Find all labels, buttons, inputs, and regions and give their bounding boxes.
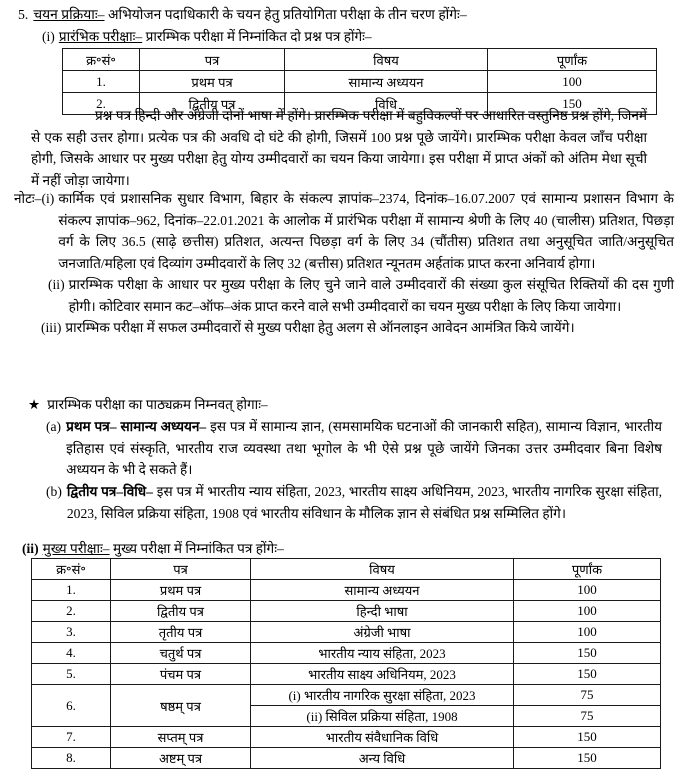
section-title-rest: अभियोजन पदाधिकारी के चयन हेतु प्रतियोगिता परीक्षा के तीन चरण होंगेः–	[107, 7, 467, 22]
column-header-paper: पत्र	[111, 559, 251, 580]
table-header-row	[63, 49, 657, 71]
cell-marks: 150	[514, 727, 661, 748]
syllabus-title-a: प्रथम पत्र– सामान्य अध्ययन–	[66, 419, 207, 434]
cell-serial: 6.	[32, 685, 111, 727]
cell-serial: 4.	[32, 643, 111, 664]
cell-subject: (i) भारतीय नागरिक सुरक्षा संहिता, 2023	[251, 685, 514, 706]
table-row	[32, 664, 661, 685]
section-5-heading	[18, 4, 678, 25]
table-row	[32, 580, 661, 601]
cell-marks: 100	[514, 622, 661, 643]
cell-marks: 75	[514, 685, 661, 706]
syllabus-heading-row	[28, 394, 668, 415]
cell-paper: द्वितीय पत्र	[111, 601, 251, 622]
table-row	[32, 727, 661, 748]
cell-paper: अष्टम् पत्र	[111, 748, 251, 769]
table-row	[32, 622, 661, 643]
cell-marks: 150	[514, 643, 661, 664]
note-text-iii: प्रारम्भिक परीक्षा में सफल उम्मीदवारों से मुख्य परीक्षा हेतु अलग से ऑनलाइन आवेदन आमंत्रित किये जायेंगे।	[65, 320, 575, 335]
cell-marks: 75	[514, 706, 661, 727]
column-header-marks: पूर्णांक	[514, 559, 661, 580]
syllabus-title-b: द्वितीय पत्र–विधि–	[66, 484, 153, 499]
cell-subject: विधि	[285, 93, 488, 115]
star-icon: ★	[28, 397, 41, 412]
note-item-iii	[14, 317, 674, 339]
cell-marks: 100	[514, 580, 661, 601]
cell-subject: अन्य विधि	[251, 748, 514, 769]
cell-serial: 1.	[32, 580, 111, 601]
section-title: चयन प्रक्रियाः–	[33, 7, 105, 22]
table-header-row	[32, 559, 661, 580]
cell-subject: सामान्य अध्ययन	[251, 580, 514, 601]
cell-serial: 3.	[32, 622, 111, 643]
column-header-serial: क्र॰सं॰	[63, 49, 140, 71]
prelim-description-paragraph: प्रश्न पत्र हिन्दी और अंग्रेजी दोनों भाषा में होंगे। प्रारम्भिक परीक्षा में बहुविकल्पों पर आधारित वस्तुनिष्ठ प्रश्न होंगे, जिनमें से एक सही उत्तर होगा। प्रत्येक पत्र की अवधि दो घंटे की होगी, जिसमें 100 प्रश्न पूछे जायेंगे। प्रारम्भिक परीक्षा केवल जाँच परीक्षा होगी, जिसके आधार पर मुख्य परीक्षा हेतु योग्य उम्मीदवारों का चयन किया जायेगा। इस परीक्षा में प्राप्त अंकों को अंतिम मेधा सूची में नहीं जोड़ा जायेगा।	[31, 108, 647, 188]
cell-subject: भारतीय संवैधानिक विधि	[251, 727, 514, 748]
mains-heading-title: मुख्य परीक्षाः–	[42, 541, 110, 556]
cell-marks: 100	[488, 71, 657, 93]
table-row	[32, 643, 661, 664]
cell-paper: पंचम पत्र	[111, 664, 251, 685]
note-item-i	[14, 188, 674, 274]
cell-subject: भारतीय न्याय संहिता, 2023	[251, 643, 514, 664]
syllabus-text-b: इस पत्र में भारतीय न्याय संहिता, 2023, भारतीय साक्ष्य अधिनियम, 2023, भारतीय नागरिक सुरक्षा संहिता, 2023, सिविल प्रक्रिया संहिता, 1908 एवं भारतीय संविधान के मौलिक ज्ञान से संबंधित प्रश्न सम्मिलित होंगे।	[66, 484, 662, 521]
syllabus-item-a	[46, 416, 662, 481]
cell-serial: 7.	[32, 727, 111, 748]
prelim-heading-title: प्रारंभिक परीक्षाः–	[58, 29, 143, 44]
cell-serial: 2.	[32, 601, 111, 622]
mains-heading-rest: मुख्य परीक्षा में निम्नांकित पत्र होंगेः–	[113, 541, 284, 556]
note-marker-iii: (iii)	[41, 320, 62, 335]
syllabus-marker-a: (a)	[46, 419, 62, 434]
table-row	[32, 748, 661, 769]
cell-paper: सप्तम् पत्र	[111, 727, 251, 748]
cell-marks: 150	[514, 664, 661, 685]
note-text-i: कार्मिक एवं प्रशासनिक सुधार विभाग, बिहार के संकल्प ज्ञापांक–2374, दिनांक–16.07.2007 एवं सामान्य प्रशासन विभाग के संकल्प ज्ञापांक–962, दिनांक–22.01.2021 के आलोक में प्रारंभिक परीक्षा में सामान्य श्रेणी के लिए 40 (चालीस) प्रतिशत, पिछड़ा वर्ग के लिए 36.5 (साढ़े छत्तीस) प्रतिशत, अत्यन्त पिछड़ा वर्ग के लिए 34 (चौंतीस) प्रतिशत तथा अनुसूचित जाति/अनुसूचित जनजाति/महिला एवं दिव्यांग उम्मीदवारों के लिए 32 (बत्तीस) प्रतिशत न्यूनतम अर्हतांक प्राप्त करना अनिवार्य होगा।	[58, 191, 674, 271]
mains-heading	[22, 538, 662, 559]
cell-serial: 8.	[32, 748, 111, 769]
cell-marks: 100	[514, 601, 661, 622]
cell-paper: षष्ठम् पत्र	[111, 685, 251, 727]
cell-serial: 2.	[63, 93, 140, 115]
syllabus-text-a: इस पत्र में सामान्य ज्ञान, (समसामयिक घटनाओं की जानकारी सहित), सामान्य विज्ञान, भारतीय इतिहास एवं संस्कृति, भारतीय राज व्यवस्था तथा भूगोल के भी ऐसे प्रश्न पूछे जायेंगे जिनका उत्तर उम्मीदवार बिना विशेष अध्ययन के भी दे सकते हैं।	[66, 419, 662, 477]
cell-subject: हिन्दी भाषा	[251, 601, 514, 622]
syllabus-heading: प्रारम्भिक परीक्षा का पाठ्यक्रम निम्नवत् होगाः–	[47, 397, 268, 412]
mains-exam-table	[31, 558, 661, 769]
note-text-ii: प्रारम्भिक परीक्षा के आधार पर मुख्य परीक्षा के लिए चुने जाने वाले उम्मीदवारों की संख्या कुल संसूचित रिक्तियों की दस गुणी होगी। कोटिवार समान कट–ऑफ–अंक प्राप्त करने वाले सभी उम्मीदवारों का चयन मुख्य परीक्षा के लिए किया जायेगा।	[68, 277, 674, 314]
cell-paper: प्रथम पत्र	[140, 71, 285, 93]
table-row	[32, 685, 661, 706]
cell-paper: द्वितीय पत्र	[140, 93, 285, 115]
cell-paper: प्रथम पत्र	[111, 580, 251, 601]
cell-serial: 1.	[63, 71, 140, 93]
column-header-marks: पूर्णांक	[488, 49, 657, 71]
cell-paper: चतुर्थ पत्र	[111, 643, 251, 664]
cell-paper: तृतीय पत्र	[111, 622, 251, 643]
cell-subject: सामान्य अध्ययन	[285, 71, 488, 93]
cell-subject: भारतीय साक्ष्य अधिनियम, 2023	[251, 664, 514, 685]
note-marker-i: (i)	[41, 191, 55, 206]
column-header-serial: क्र॰सं॰	[32, 559, 111, 580]
note-marker-ii: (ii)	[48, 277, 65, 292]
note-item-ii	[14, 274, 674, 317]
column-header-paper: पत्र	[140, 49, 285, 71]
column-header-subject: विषय	[251, 559, 514, 580]
cell-subject: अंग्रेजी भाषा	[251, 622, 514, 643]
cell-marks: 150	[488, 93, 657, 115]
table-row	[32, 601, 661, 622]
cell-serial: 5.	[32, 664, 111, 685]
syllabus-item-b	[46, 481, 662, 524]
cell-subject: (ii) सिविल प्रक्रिया संहिता, 1908	[251, 706, 514, 727]
column-header-subject: विषय	[285, 49, 488, 71]
prelim-heading	[42, 26, 682, 47]
syllabus-marker-b: (b)	[46, 484, 62, 499]
table-row	[63, 71, 657, 93]
prelim-heading-marker: (i)	[42, 29, 55, 44]
section-number: 5.	[18, 7, 29, 22]
prelim-heading-rest: प्रारम्भिक परीक्षा में निम्नांकित दो प्रश्न पत्र होंगेः–	[145, 29, 372, 44]
note-block	[14, 188, 674, 339]
note-label: नोटः–	[14, 191, 42, 206]
mains-heading-marker: (ii)	[22, 541, 39, 556]
cell-marks: 150	[514, 748, 661, 769]
